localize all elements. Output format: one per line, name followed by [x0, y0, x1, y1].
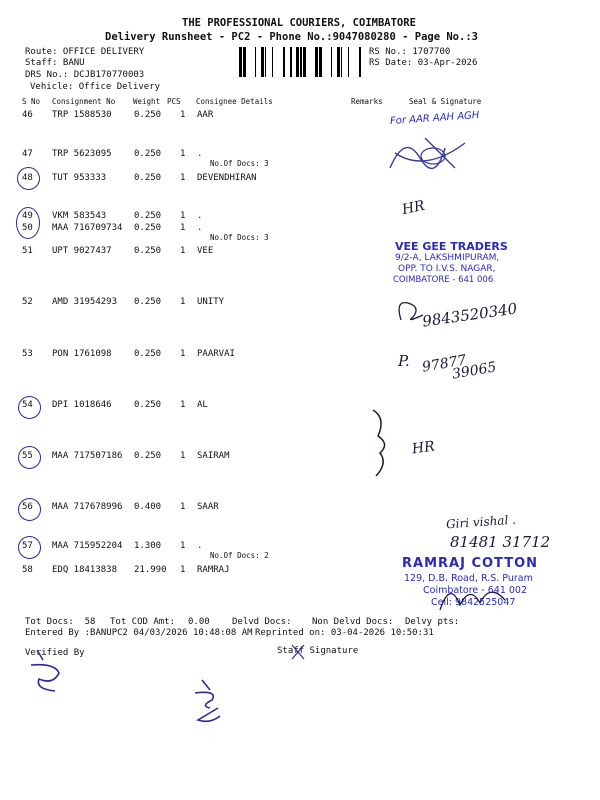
- col-weight: Weight: [133, 97, 161, 106]
- barcode-bar: [315, 47, 318, 77]
- barcode-bar: [243, 47, 246, 77]
- route-label: Route: OFFICE DELIVERY: [25, 47, 145, 57]
- delivery-points: Delvy pts:: [405, 617, 460, 627]
- row-pieces: 1: [180, 211, 186, 221]
- row-consignment-number: VKM 583543: [52, 211, 107, 221]
- row-weight: 0.250: [134, 451, 162, 461]
- row-consignee-name: VEE: [197, 246, 214, 256]
- row-consignee-name: .: [197, 211, 203, 221]
- row-consignee-name: UNITY: [197, 297, 225, 307]
- row-sno: 56: [22, 502, 33, 512]
- barcode-bar: [300, 47, 302, 77]
- row-weight: 0.250: [134, 211, 162, 221]
- signature-scribble-47: [385, 128, 475, 178]
- total-cod-value: 0.00: [188, 617, 210, 627]
- row-consignment-number: EDQ 18413838: [52, 565, 118, 575]
- row-docs-note: No.Of Docs: 2: [210, 551, 269, 560]
- sno-circle-54: [18, 396, 41, 419]
- row-pieces: 1: [180, 349, 186, 359]
- row-consignee-name: DEVENDHIRAN: [197, 173, 257, 183]
- runsheet-title: Delivery Runsheet - PC2 - Phone No.:9047080280 - Page No.:3: [105, 31, 478, 43]
- stamp-vee-line1: VEE GEE TRADERS: [395, 240, 508, 253]
- row-consignee-name: .: [197, 541, 203, 551]
- row-pieces: 1: [180, 297, 186, 307]
- barcode-bar: [303, 47, 306, 77]
- barcode-bar: [272, 47, 273, 77]
- handwritten-phone-3: 39065: [450, 359, 498, 383]
- row-sno: 46: [22, 110, 33, 120]
- verified-signature: [25, 645, 85, 695]
- barcode-bar: [331, 47, 332, 77]
- sno-circle-49-50: [16, 207, 40, 239]
- stamp-ramraj-line4: Cell: 9842525047: [431, 597, 516, 608]
- row-sno: 54: [22, 400, 33, 410]
- row-consignment-number: TRP 5623095: [52, 149, 112, 159]
- company-title: THE PROFESSIONAL COURIERS, COIMBATORE: [182, 17, 416, 29]
- stamp-vee-line2: 9/2-A, LAKSHMIPURAM,: [395, 253, 500, 263]
- row-consignee-name: AAR: [197, 110, 214, 120]
- row-sno: 51: [22, 246, 33, 256]
- barcode-bar: [319, 47, 322, 77]
- verified-by-label: Verified By: [25, 648, 85, 658]
- row-sno: 52: [22, 297, 33, 307]
- col-remarks: Remarks: [351, 97, 383, 106]
- handwritten-phone-2: 97877: [420, 352, 468, 376]
- signature-scribble-58: [435, 575, 515, 615]
- row-weight: 0.250: [134, 246, 162, 256]
- row-sno: 53: [22, 349, 33, 359]
- barcode-bar: [337, 47, 340, 77]
- barcode-bar: [283, 47, 285, 77]
- row-docs-note: No.Of Docs: 3: [210, 159, 269, 168]
- vehicle-label: Vehicle: Office Delivery: [30, 82, 161, 92]
- row-weight: 0.250: [134, 173, 162, 183]
- stamp-aar: For AAR AAH AGH: [389, 109, 480, 128]
- col-consignee: Consignee Details: [196, 97, 273, 106]
- row-pieces: 1: [180, 565, 186, 575]
- barcode-image: [239, 47, 365, 77]
- stamp-ramraj-line1: RAMRAJ COTTON: [402, 556, 538, 571]
- row-weight: 0.250: [134, 349, 162, 359]
- sno-circle-57: [18, 536, 41, 559]
- row-consignment-number: TUT 953333: [52, 173, 107, 183]
- sno-circle-56: [18, 498, 41, 521]
- row-pieces: 1: [180, 173, 186, 183]
- sno-circle-55: [18, 446, 41, 469]
- row-consignment-number: AMD 31954293: [52, 297, 118, 307]
- barcode-bar: [359, 47, 361, 77]
- row-consignment-number: MAA 715952204: [52, 541, 123, 551]
- stamp-ramraj-line2: 129, D.B. Road, R.S. Puram: [404, 573, 533, 584]
- stamp-ramraj-line3: Coimbatore - 641 002: [423, 585, 528, 596]
- col-pcs: PCS: [167, 97, 181, 106]
- row-consignment-number: UPT 9027437: [52, 246, 112, 256]
- barcode-bar: [290, 47, 292, 77]
- row-consignee-name: SAAR: [197, 502, 219, 512]
- barcode-bar: [296, 47, 299, 77]
- barcode-bar: [239, 47, 242, 77]
- staff-signature-label: Staff Signature: [277, 646, 359, 656]
- sno-circle-48: [17, 167, 40, 190]
- row-consignee-name: .: [197, 149, 203, 159]
- row-consignee-name: PAARVAI: [197, 349, 235, 359]
- barcode-bar: [265, 47, 266, 77]
- row-docs-note: No.Of Docs: 3: [210, 233, 269, 242]
- row-consignment-number: MAA 717678996: [52, 502, 123, 512]
- row-weight: 0.250: [134, 149, 162, 159]
- total-docs: Tot Docs: 58: [25, 617, 96, 627]
- row-weight: 1.300: [134, 541, 162, 551]
- row-sno: 57: [22, 541, 33, 551]
- row-pieces: 1: [180, 502, 186, 512]
- col-sno: S No: [22, 97, 41, 106]
- row-consignment-number: MAA 717507186: [52, 451, 123, 461]
- row-sno: 47: [22, 149, 33, 159]
- barcode-bar: [348, 47, 349, 77]
- staff-label: Staff: BANU: [25, 58, 85, 68]
- row-consignment-number: PON 1761098: [52, 349, 112, 359]
- row-pieces: 1: [180, 451, 186, 461]
- row-weight: 0.400: [134, 502, 162, 512]
- row-consignee-name: .: [197, 223, 203, 233]
- row-weight: 21.990: [134, 565, 167, 575]
- row-pieces: 1: [180, 400, 186, 410]
- reprinted-on: Reprinted on: 03-04-2026 10:50:31: [255, 628, 434, 638]
- row-sno: 58: [22, 565, 33, 575]
- row-weight: 0.250: [134, 223, 162, 233]
- row-consignment-number: DPI 1018646: [52, 400, 112, 410]
- col-consignment: Consignment No: [52, 97, 116, 106]
- rs-number: RS No.: 1707700: [369, 47, 451, 57]
- entered-by: Entered By :BANUPC2 04/03/2026 10:48:08 AM: [25, 628, 253, 638]
- stamp-vee-line4: COIMBATORE - 641 006: [393, 275, 494, 285]
- hr-mark-2: HR: [410, 438, 436, 458]
- row-weight: 0.250: [134, 400, 162, 410]
- bottom-signature: [190, 678, 240, 728]
- row-pieces: 1: [180, 110, 186, 120]
- drs-number: DRS No.: DCJB170770003: [25, 70, 145, 80]
- barcode-bar: [341, 47, 342, 77]
- non-delivered-docs: Non Delvd Docs:: [312, 617, 394, 627]
- bracket-mark: [368, 408, 398, 478]
- row-pieces: 1: [180, 541, 186, 551]
- hr-mark-1: HR: [400, 197, 427, 219]
- handwritten-p: P.: [398, 352, 410, 370]
- barcode-bar: [255, 47, 256, 77]
- rs-date: RS Date: 03-Apr-2026: [369, 58, 478, 68]
- row-consignment-number: MAA 716709734: [52, 223, 123, 233]
- handwritten-phone-1: 9843520340: [421, 299, 519, 331]
- handwritten-phone-4: 81481 31712: [450, 533, 551, 551]
- row-weight: 0.250: [134, 110, 162, 120]
- row-sno: 50: [22, 223, 33, 233]
- row-pieces: 1: [180, 149, 186, 159]
- stamp-vee-line3: OPP. TO I.V.S. NAGAR,: [398, 264, 496, 274]
- row-consignee-name: AL: [197, 400, 208, 410]
- row-pieces: 1: [180, 223, 186, 233]
- row-consignee-name: SAIRAM: [197, 451, 230, 461]
- row-consignee-name: RAMRAJ: [197, 565, 230, 575]
- handwritten-name: Giri vishal .: [445, 512, 517, 532]
- row-weight: 0.250: [134, 297, 162, 307]
- col-seal-signature: Seal & Signature: [409, 97, 482, 106]
- delivered-docs: Delvd Docs:: [232, 617, 292, 627]
- signature-scribble-52: [393, 295, 433, 325]
- row-sno: 48: [22, 173, 33, 183]
- total-cod-label: Tot COD Amt:: [110, 617, 176, 627]
- barcode-bar: [261, 47, 264, 77]
- row-pieces: 1: [180, 246, 186, 256]
- row-sno: 49: [22, 211, 33, 221]
- staff-signature-mark: [290, 643, 310, 663]
- row-sno: 55: [22, 451, 33, 461]
- row-consignment-number: TRP 1588530: [52, 110, 112, 120]
